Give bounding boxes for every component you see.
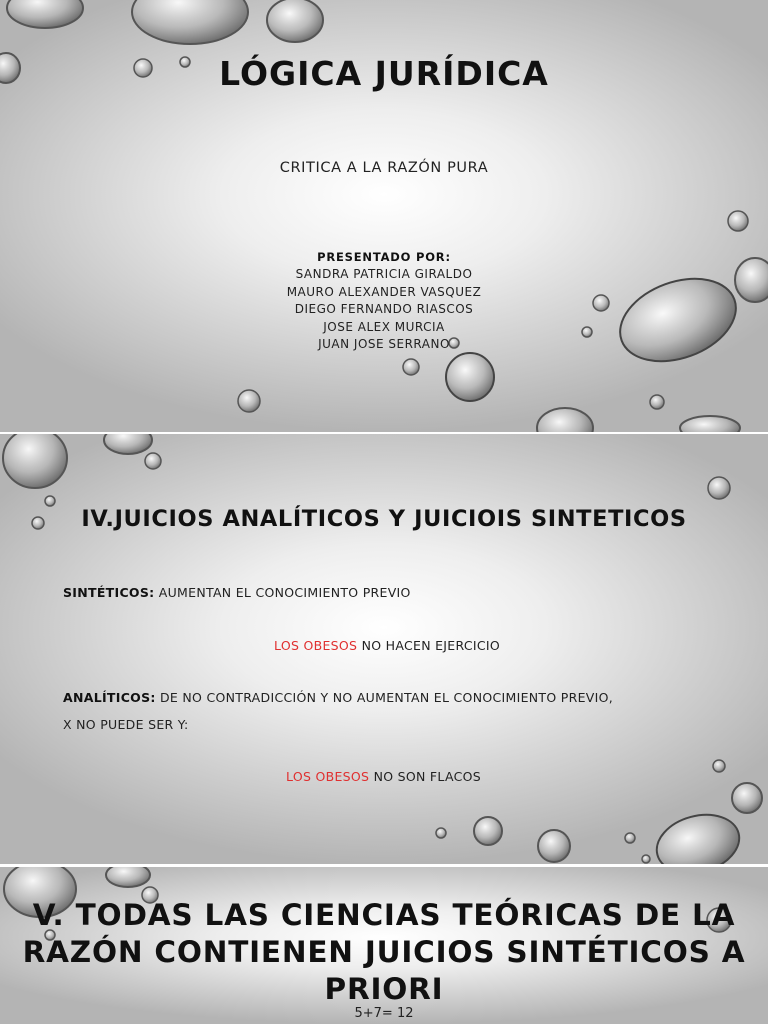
analiticos-label: ANALÍTICOS: bbox=[63, 690, 156, 705]
author-name: DIEGO FERNANDO RIASCOS bbox=[294, 302, 474, 316]
example-highlight: LOS OBESOS bbox=[274, 638, 358, 653]
equation-example: 5+7= 12 bbox=[354, 1006, 414, 1021]
slide-heading: V. TODAS LAS CIENCIAS TEÓRICAS DE LA RAZÓN CONTIENEN JUICIOS SINTÉTICOS A PRIORI bbox=[22, 898, 746, 1006]
analiticos-example bbox=[286, 769, 481, 784]
sinteticos-example bbox=[274, 638, 500, 653]
slide-juicios bbox=[0, 434, 768, 864]
example-text: NO SON FLACOS bbox=[369, 769, 482, 784]
author-name: JOSE ALEX MURCIA bbox=[323, 319, 445, 334]
author-name: JUAN JOSE SERRANO bbox=[318, 337, 450, 351]
example-text: NO HACEN EJERCICIO bbox=[357, 638, 501, 653]
slide-ciencias bbox=[0, 867, 768, 1024]
sinteticos-text: AUMENTAN EL CONOCIMIENTO PREVIO bbox=[154, 585, 411, 600]
analiticos-definition-line2: X NO PUEDE SER Y: bbox=[63, 717, 189, 732]
author-name: SANDRA PATRICIA GIRALDO bbox=[295, 267, 473, 281]
example-highlight: LOS OBESOS bbox=[286, 769, 370, 784]
analiticos-definition bbox=[63, 690, 613, 705]
sinteticos-definition bbox=[63, 585, 411, 600]
presented-by-label: PRESENTADO POR: bbox=[317, 250, 451, 264]
author-list bbox=[0, 266, 768, 354]
author-name: MAURO ALEXANDER VASQUEZ bbox=[286, 284, 482, 299]
presentation-subtitle: CRITICA A LA RAZÓN PURA bbox=[279, 160, 489, 176]
sinteticos-label: SINTÉTICOS: bbox=[63, 585, 155, 600]
slide-title bbox=[0, 0, 768, 432]
presentation-title: LÓGICA JURÍDICA bbox=[219, 54, 549, 93]
slide-heading: IV.JUICIOS ANALÍTICOS Y JUICIOIS SINTETICOS bbox=[81, 506, 687, 532]
analiticos-text: DE NO CONTRADICCIÓN Y NO AUMENTAN EL CONOCIMIENTO PREVIO, bbox=[155, 690, 614, 705]
